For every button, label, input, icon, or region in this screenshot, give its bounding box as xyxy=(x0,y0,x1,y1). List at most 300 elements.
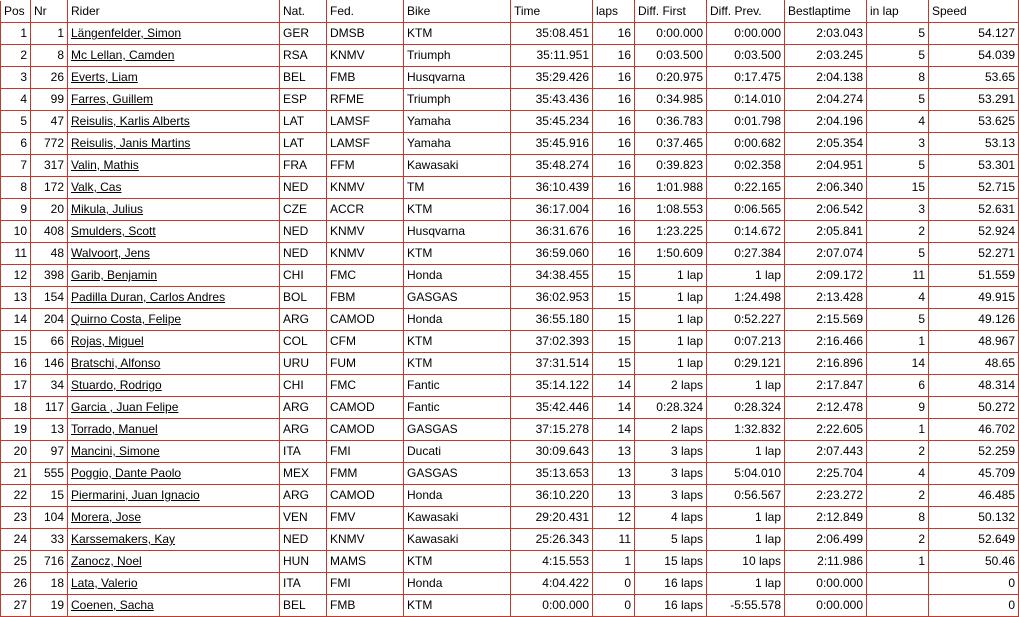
rider-link[interactable]: Zanocz, Noel xyxy=(71,554,142,568)
cell-time: 35:11.951 xyxy=(511,45,593,67)
cell-bike: Honda xyxy=(404,573,511,595)
cell-laps: 11 xyxy=(593,529,635,551)
cell-nr: 146 xyxy=(31,353,68,375)
cell-time: 36:55.180 xyxy=(511,309,593,331)
cell-nr: 772 xyxy=(31,133,68,155)
cell-time: 36:10.439 xyxy=(511,177,593,199)
table-row xyxy=(1,177,1019,199)
cell-nr: 104 xyxy=(31,507,68,529)
cell-laps: 15 xyxy=(593,331,635,353)
cell-bike: Honda xyxy=(404,309,511,331)
cell-best: 0:00.000 xyxy=(785,595,867,617)
cell-nr: 20 xyxy=(31,199,68,221)
cell-nr: 47 xyxy=(31,111,68,133)
table-row xyxy=(1,287,1019,309)
cell-fed: FMI xyxy=(327,573,404,595)
cell-inlap: 5 xyxy=(867,155,929,177)
cell-time: 35:45.234 xyxy=(511,111,593,133)
cell-first: 1:01.988 xyxy=(635,177,707,199)
cell-bike: Triumph xyxy=(404,89,511,111)
cell-nat: NED xyxy=(280,221,327,243)
cell-first: 15 laps xyxy=(635,551,707,573)
cell-inlap: 1 xyxy=(867,419,929,441)
cell-fed: FMB xyxy=(327,67,404,89)
cell-rider[interactable] xyxy=(68,23,280,45)
cell-prev: 1:24.498 xyxy=(707,287,785,309)
cell-prev: 0:14.672 xyxy=(707,221,785,243)
cell-prev: 1 lap xyxy=(707,265,785,287)
cell-first: 16 laps xyxy=(635,573,707,595)
cell-fed: CFM xyxy=(327,331,404,353)
cell-bike: Triumph xyxy=(404,45,511,67)
cell-time: 37:31.514 xyxy=(511,353,593,375)
cell-bike: Honda xyxy=(404,485,511,507)
cell-speed: 53.301 xyxy=(929,155,1019,177)
cell-nat: CZE xyxy=(280,199,327,221)
cell-inlap: 2 xyxy=(867,485,929,507)
cell-nat: LAT xyxy=(280,111,327,133)
cell-prev: 0:27.384 xyxy=(707,243,785,265)
cell-time: 35:45.916 xyxy=(511,133,593,155)
column-header-rider[interactable]: Rider xyxy=(68,1,280,23)
cell-nr: 34 xyxy=(31,375,68,397)
rider-link[interactable]: Valk, Cas xyxy=(71,180,122,194)
table-header-row xyxy=(1,1,1019,23)
cell-time: 34:38.455 xyxy=(511,265,593,287)
cell-bike: Kawasaki xyxy=(404,507,511,529)
cell-nr: 117 xyxy=(31,397,68,419)
cell-laps: 16 xyxy=(593,243,635,265)
cell-nat: GER xyxy=(280,23,327,45)
cell-speed: 48.314 xyxy=(929,375,1019,397)
cell-rider[interactable] xyxy=(68,529,280,551)
cell-best: 2:03.245 xyxy=(785,45,867,67)
cell-speed: 53.65 xyxy=(929,67,1019,89)
cell-rider[interactable] xyxy=(68,221,280,243)
cell-rider[interactable] xyxy=(68,199,280,221)
column-header-nat[interactable]: Nat. xyxy=(280,1,327,23)
cell-prev: 0:29.121 xyxy=(707,353,785,375)
cell-laps: 13 xyxy=(593,463,635,485)
cell-speed: 50.46 xyxy=(929,551,1019,573)
cell-inlap: 6 xyxy=(867,375,929,397)
cell-nat: FRA xyxy=(280,155,327,177)
column-header-pos[interactable]: Pos xyxy=(1,1,31,23)
cell-fed: FMC xyxy=(327,265,404,287)
cell-nr: 15 xyxy=(31,485,68,507)
rider-link[interactable]: Reisulis, Janis Martins xyxy=(71,136,191,150)
cell-inlap xyxy=(867,573,929,595)
cell-pos: 11 xyxy=(1,243,31,265)
rider-link[interactable]: Längenfelder, Simon xyxy=(71,26,182,40)
column-header-inlap[interactable]: in lap xyxy=(867,1,929,23)
cell-laps: 0 xyxy=(593,573,635,595)
cell-pos: 17 xyxy=(1,375,31,397)
rider-link[interactable]: Torrado, Manuel xyxy=(71,422,158,436)
cell-prev: 0:07.213 xyxy=(707,331,785,353)
cell-fed: FUM xyxy=(327,353,404,375)
table-row xyxy=(1,133,1019,155)
cell-prev: 0:52.227 xyxy=(707,309,785,331)
cell-fed: FMM xyxy=(327,463,404,485)
cell-best: 2:04.138 xyxy=(785,67,867,89)
table-row xyxy=(1,595,1019,617)
cell-nr: 13 xyxy=(31,419,68,441)
cell-time: 0:00.000 xyxy=(511,595,593,617)
cell-inlap: 3 xyxy=(867,199,929,221)
cell-rider[interactable] xyxy=(68,397,280,419)
cell-pos: 12 xyxy=(1,265,31,287)
cell-rider[interactable] xyxy=(68,485,280,507)
cell-laps: 0 xyxy=(593,595,635,617)
cell-laps: 14 xyxy=(593,397,635,419)
cell-first: 1:50.609 xyxy=(635,243,707,265)
cell-rider[interactable] xyxy=(68,507,280,529)
cell-pos: 5 xyxy=(1,111,31,133)
cell-rider[interactable] xyxy=(68,287,280,309)
cell-bike: Husqvarna xyxy=(404,67,511,89)
table-body xyxy=(1,23,1019,617)
cell-speed: 46.485 xyxy=(929,485,1019,507)
cell-bike: KTM xyxy=(404,199,511,221)
table-row xyxy=(1,67,1019,89)
cell-time: 35:29.426 xyxy=(511,67,593,89)
rider-link[interactable]: Padilla Duran, Carlos Andres xyxy=(71,290,226,304)
cell-inlap: 2 xyxy=(867,441,929,463)
rider-link[interactable]: Stuardo, Rodrigo xyxy=(71,378,162,392)
column-header-bike[interactable]: Bike xyxy=(404,1,511,23)
cell-pos: 10 xyxy=(1,221,31,243)
cell-rider[interactable] xyxy=(68,111,280,133)
cell-best: 2:04.274 xyxy=(785,89,867,111)
cell-fed: FMV xyxy=(327,507,404,529)
cell-pos: 22 xyxy=(1,485,31,507)
cell-first: 1 lap xyxy=(635,265,707,287)
cell-bike: KTM xyxy=(404,353,511,375)
cell-rider[interactable] xyxy=(68,353,280,375)
column-header-speed[interactable]: Speed xyxy=(929,1,1019,23)
cell-best: 2:04.196 xyxy=(785,111,867,133)
cell-rider[interactable] xyxy=(68,441,280,463)
cell-time: 37:15.278 xyxy=(511,419,593,441)
cell-best: 2:15.569 xyxy=(785,309,867,331)
cell-best: 2:05.354 xyxy=(785,133,867,155)
rider-link[interactable]: Mancini, Simone xyxy=(71,444,160,458)
rider-link[interactable]: Bratschi, Alfonso xyxy=(71,356,161,370)
cell-best: 2:12.849 xyxy=(785,507,867,529)
cell-nat: BOL xyxy=(280,287,327,309)
cell-first: 0:39.823 xyxy=(635,155,707,177)
column-header-prev[interactable]: Diff. Prev. xyxy=(707,1,785,23)
cell-nat: LAT xyxy=(280,133,327,155)
cell-speed: 52.259 xyxy=(929,441,1019,463)
cell-pos: 14 xyxy=(1,309,31,331)
cell-first: 0:34.985 xyxy=(635,89,707,111)
cell-pos: 7 xyxy=(1,155,31,177)
cell-bike: Yamaha xyxy=(404,133,511,155)
cell-first: 2 laps xyxy=(635,375,707,397)
cell-pos: 26 xyxy=(1,573,31,595)
cell-prev: 0:00.000 xyxy=(707,23,785,45)
cell-fed: DMSB xyxy=(327,23,404,45)
cell-first: 3 laps xyxy=(635,485,707,507)
table-row xyxy=(1,463,1019,485)
cell-fed: FFM xyxy=(327,155,404,177)
cell-first: 3 laps xyxy=(635,463,707,485)
cell-pos: 4 xyxy=(1,89,31,111)
cell-bike: Ducati xyxy=(404,441,511,463)
cell-time: 35:08.451 xyxy=(511,23,593,45)
cell-bike: GASGAS xyxy=(404,287,511,309)
cell-pos: 8 xyxy=(1,177,31,199)
cell-best: 2:12.478 xyxy=(785,397,867,419)
cell-pos: 25 xyxy=(1,551,31,573)
rider-link[interactable]: Valin, Mathis xyxy=(71,158,139,172)
cell-best: 2:06.542 xyxy=(785,199,867,221)
cell-best: 2:04.951 xyxy=(785,155,867,177)
rider-link[interactable]: Lata, Valerio xyxy=(71,576,138,590)
cell-best: 2:22.605 xyxy=(785,419,867,441)
cell-prev: 1:32.832 xyxy=(707,419,785,441)
cell-first: 1:08.553 xyxy=(635,199,707,221)
cell-bike: GASGAS xyxy=(404,463,511,485)
cell-fed: CAMOD xyxy=(327,485,404,507)
cell-nat: HUN xyxy=(280,551,327,573)
rider-link[interactable]: Reisulis, Karlis Alberts xyxy=(71,114,190,128)
cell-best: 2:23.272 xyxy=(785,485,867,507)
cell-inlap: 4 xyxy=(867,111,929,133)
cell-prev: 0:00.682 xyxy=(707,133,785,155)
cell-first: 0:20.975 xyxy=(635,67,707,89)
cell-laps: 15 xyxy=(593,309,635,331)
cell-fed: MAMS xyxy=(327,551,404,573)
column-header-fed[interactable]: Fed. xyxy=(327,1,404,23)
cell-bike: KTM xyxy=(404,551,511,573)
cell-rider[interactable] xyxy=(68,265,280,287)
cell-prev: 1 lap xyxy=(707,573,785,595)
cell-best: 2:07.443 xyxy=(785,441,867,463)
cell-first: 5 laps xyxy=(635,529,707,551)
cell-inlap: 4 xyxy=(867,287,929,309)
cell-speed: 48.65 xyxy=(929,353,1019,375)
cell-pos: 15 xyxy=(1,331,31,353)
cell-pos: 21 xyxy=(1,463,31,485)
table-row xyxy=(1,45,1019,67)
column-header-first[interactable]: Diff. First xyxy=(635,1,707,23)
cell-prev: 0:14.010 xyxy=(707,89,785,111)
table-header xyxy=(1,1,1019,23)
cell-laps: 16 xyxy=(593,177,635,199)
cell-bike: TM xyxy=(404,177,511,199)
cell-inlap: 2 xyxy=(867,221,929,243)
cell-best: 2:25.704 xyxy=(785,463,867,485)
cell-laps: 14 xyxy=(593,375,635,397)
cell-nr: 18 xyxy=(31,573,68,595)
cell-speed: 50.272 xyxy=(929,397,1019,419)
rider-link[interactable]: Piermarini, Juan Ignacio xyxy=(71,488,200,502)
table-row xyxy=(1,573,1019,595)
cell-inlap: 8 xyxy=(867,507,929,529)
cell-fed: KNMV xyxy=(327,177,404,199)
cell-speed: 0 xyxy=(929,573,1019,595)
cell-speed: 0 xyxy=(929,595,1019,617)
cell-speed: 53.13 xyxy=(929,133,1019,155)
rider-link[interactable]: Mc Lellan, Camden xyxy=(71,48,175,62)
table-row xyxy=(1,221,1019,243)
cell-prev: 5:04.010 xyxy=(707,463,785,485)
cell-pos: 23 xyxy=(1,507,31,529)
cell-rider[interactable] xyxy=(68,419,280,441)
cell-first: 1 lap xyxy=(635,353,707,375)
cell-inlap: 8 xyxy=(867,67,929,89)
cell-prev: -5:55.578 xyxy=(707,595,785,617)
cell-nat: URU xyxy=(280,353,327,375)
rider-link[interactable]: Garib, Benjamin xyxy=(71,268,158,282)
cell-speed: 50.132 xyxy=(929,507,1019,529)
cell-first: 0:03.500 xyxy=(635,45,707,67)
cell-speed: 53.291 xyxy=(929,89,1019,111)
cell-rider[interactable] xyxy=(68,67,280,89)
rider-link[interactable]: Walvoort, Jens xyxy=(71,246,150,260)
table-row xyxy=(1,419,1019,441)
cell-laps: 13 xyxy=(593,441,635,463)
cell-rider[interactable] xyxy=(68,375,280,397)
cell-best: 2:07.074 xyxy=(785,243,867,265)
cell-first: 0:00.000 xyxy=(635,23,707,45)
cell-rider[interactable] xyxy=(68,463,280,485)
cell-fed: FBM xyxy=(327,287,404,309)
cell-time: 29:20.431 xyxy=(511,507,593,529)
cell-inlap: 5 xyxy=(867,45,929,67)
table-row xyxy=(1,309,1019,331)
cell-pos: 3 xyxy=(1,67,31,89)
cell-fed: KNMV xyxy=(327,221,404,243)
rider-link[interactable]: Farres, Guillem xyxy=(71,92,154,106)
cell-time: 30:09.643 xyxy=(511,441,593,463)
cell-nat: COL xyxy=(280,331,327,353)
cell-pos: 27 xyxy=(1,595,31,617)
cell-best: 2:06.499 xyxy=(785,529,867,551)
cell-nr: 66 xyxy=(31,331,68,353)
cell-nat: BEL xyxy=(280,595,327,617)
cell-speed: 52.649 xyxy=(929,529,1019,551)
cell-rider[interactable] xyxy=(68,573,280,595)
cell-pos: 1 xyxy=(1,23,31,45)
cell-nr: 154 xyxy=(31,287,68,309)
cell-laps: 16 xyxy=(593,89,635,111)
cell-first: 0:37.465 xyxy=(635,133,707,155)
rider-link[interactable]: Mikula, Julius xyxy=(71,202,144,216)
cell-nr: 8 xyxy=(31,45,68,67)
cell-laps: 16 xyxy=(593,133,635,155)
rider-link[interactable]: Garcia , Juan Felipe xyxy=(71,400,179,414)
rider-link[interactable]: Coenen, Sacha xyxy=(71,598,154,612)
rider-link[interactable]: Everts, Liam xyxy=(71,70,138,84)
cell-nat: NED xyxy=(280,243,327,265)
cell-prev: 0:22.165 xyxy=(707,177,785,199)
cell-rider[interactable] xyxy=(68,309,280,331)
cell-inlap: 1 xyxy=(867,551,929,573)
cell-pos: 13 xyxy=(1,287,31,309)
cell-speed: 45.709 xyxy=(929,463,1019,485)
cell-prev: 1 lap xyxy=(707,507,785,529)
cell-nr: 204 xyxy=(31,309,68,331)
rider-link[interactable]: Smulders, Scott xyxy=(71,224,156,238)
cell-first: 1 lap xyxy=(635,331,707,353)
cell-rider[interactable] xyxy=(68,45,280,67)
cell-nat: ITA xyxy=(280,441,327,463)
cell-laps: 13 xyxy=(593,485,635,507)
column-header-nr[interactable]: Nr xyxy=(31,1,68,23)
cell-bike: Honda xyxy=(404,265,511,287)
cell-rider[interactable] xyxy=(68,551,280,573)
cell-nr: 48 xyxy=(31,243,68,265)
rider-link[interactable]: Quirno Costa, Felipe xyxy=(71,312,182,326)
rider-link[interactable]: Morera, Jose xyxy=(71,510,142,524)
cell-pos: 18 xyxy=(1,397,31,419)
cell-laps: 16 xyxy=(593,199,635,221)
cell-laps: 15 xyxy=(593,287,635,309)
cell-nr: 398 xyxy=(31,265,68,287)
cell-bike: Yamaha xyxy=(404,111,511,133)
cell-time: 25:26.343 xyxy=(511,529,593,551)
cell-first: 2 laps xyxy=(635,419,707,441)
cell-pos: 19 xyxy=(1,419,31,441)
rider-link[interactable]: Poggio, Dante Paolo xyxy=(71,466,182,480)
cell-fed: FMI xyxy=(327,441,404,463)
cell-prev: 1 lap xyxy=(707,441,785,463)
cell-speed: 52.924 xyxy=(929,221,1019,243)
cell-nat: ITA xyxy=(280,573,327,595)
cell-first: 3 laps xyxy=(635,441,707,463)
column-header-time[interactable]: Time xyxy=(511,1,593,23)
cell-best: 0:00.000 xyxy=(785,573,867,595)
column-header-laps[interactable]: laps xyxy=(593,1,635,23)
cell-nat: ARG xyxy=(280,309,327,331)
cell-fed: LAMSF xyxy=(327,111,404,133)
cell-bike: Fantic xyxy=(404,375,511,397)
rider-link[interactable]: Karssemakers, Kay xyxy=(71,532,176,546)
cell-rider[interactable] xyxy=(68,243,280,265)
cell-laps: 1 xyxy=(593,551,635,573)
cell-time: 35:43.436 xyxy=(511,89,593,111)
cell-time: 4:04.422 xyxy=(511,573,593,595)
cell-rider[interactable] xyxy=(68,595,280,617)
table-row xyxy=(1,243,1019,265)
table-row xyxy=(1,507,1019,529)
cell-rider[interactable] xyxy=(68,331,280,353)
rider-link[interactable]: Rojas, Miguel xyxy=(71,334,144,348)
column-header-best[interactable]: Bestlaptime xyxy=(785,1,867,23)
cell-time: 35:14.122 xyxy=(511,375,593,397)
cell-first: 4 laps xyxy=(635,507,707,529)
table-row xyxy=(1,397,1019,419)
cell-nat: RSA xyxy=(280,45,327,67)
cell-speed: 49.915 xyxy=(929,287,1019,309)
cell-rider[interactable] xyxy=(68,155,280,177)
cell-nat: NED xyxy=(280,177,327,199)
cell-bike: Kawasaki xyxy=(404,529,511,551)
cell-nr: 716 xyxy=(31,551,68,573)
cell-laps: 14 xyxy=(593,419,635,441)
table-row xyxy=(1,353,1019,375)
cell-speed: 54.039 xyxy=(929,45,1019,67)
cell-nr: 19 xyxy=(31,595,68,617)
cell-inlap: 5 xyxy=(867,23,929,45)
cell-rider[interactable] xyxy=(68,133,280,155)
cell-rider[interactable] xyxy=(68,177,280,199)
cell-rider[interactable] xyxy=(68,89,280,111)
